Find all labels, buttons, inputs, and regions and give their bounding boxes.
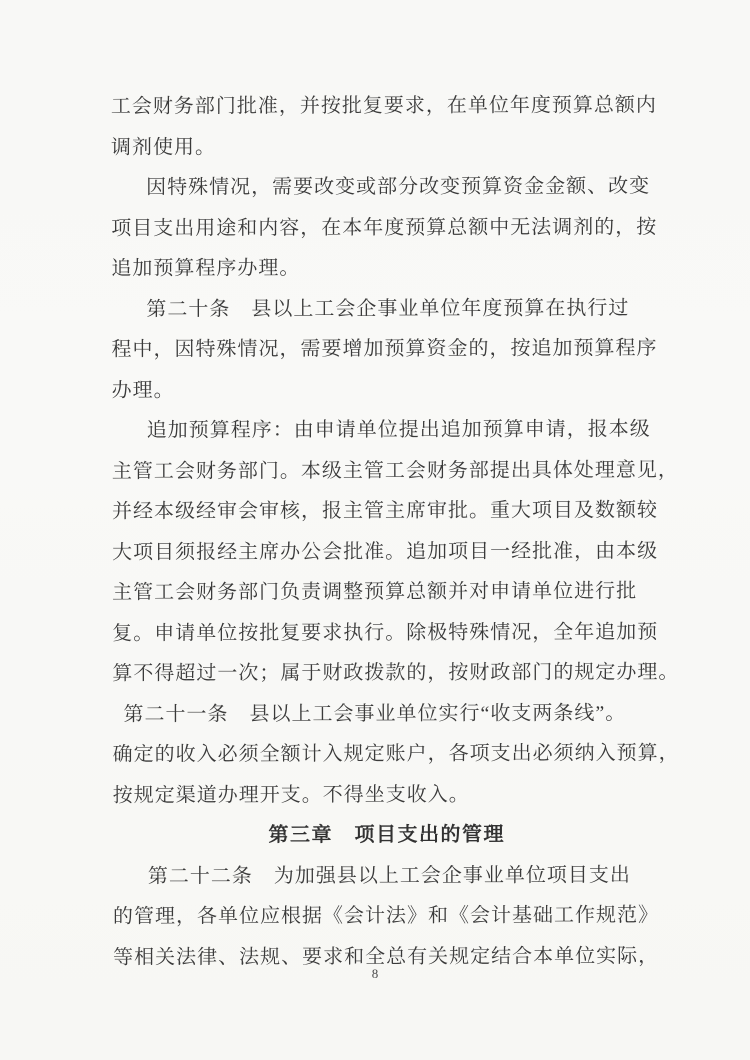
article-22-line: 第二十二条 为加强县以上工会企事业单位项目支出 [147, 863, 631, 888]
text-line: 按规定渠道办理开支。不得坐支收入。 [112, 783, 470, 807]
text-line: 因特殊情况，需要改变或部分改变预算资金金额、改变 [146, 175, 651, 199]
text-line: 的管理，各单位应根据《会计法》和《会计基础工作规范》 [112, 904, 660, 928]
page-number: 8 [371, 966, 379, 981]
text-line: 算不得超过一次；属于财政拨款的，按财政部门的规定办理。 [112, 661, 680, 685]
text-line: 并经本级经审会审核，报主管主席审批。重大项目及数额较 [111, 499, 658, 523]
text-line: 确定的收入必须全额计入规定账户，各项支出必须纳入预算， [112, 742, 680, 766]
text-line: 复。申请单位按批复要求执行。除极特殊情况，全年追加预 [112, 620, 659, 645]
text-line: 追加预算程序：由申请单位提出追加预算申请，报本级 [146, 418, 651, 442]
document-body [110, 85, 680, 977]
text-line: 大项目须报经主席办公会批准。追加项目一经批准，由本级 [112, 539, 659, 564]
text-line: 追加预算程序办理。 [111, 257, 301, 280]
text-line: 主管工会财务部门。本级主管工会财务部提出具体处理意见， [111, 458, 679, 483]
text-line: 工会财务部门批准，并按批复要求，在单位年度预算总额内 [110, 94, 657, 118]
text-line: 程中，因特殊情况，需要增加预算资金的，按追加预算程序 [111, 337, 658, 361]
chapter-heading: 第三章 项目支出的管理 [268, 823, 506, 847]
article-20-line: 第二十条 县以上工会企事业单位年度预算在执行过 [146, 296, 630, 321]
article-21-line: 第二十一条 县以上工会事业单位实行“收支两条线”。 [123, 701, 627, 726]
text-line: 项目支出用途和内容，在本年度预算总额中无法调剂的，按 [111, 215, 658, 240]
text-line: 调剂使用。 [110, 135, 217, 159]
text-line: 等相关法律、法规、要求和全总有关规定结合本单位实际， [113, 944, 660, 969]
text-line: 办理。 [111, 379, 175, 402]
text-line: 主管工会财务部门负责调整预算总额并对申请单位进行批 [112, 580, 638, 604]
